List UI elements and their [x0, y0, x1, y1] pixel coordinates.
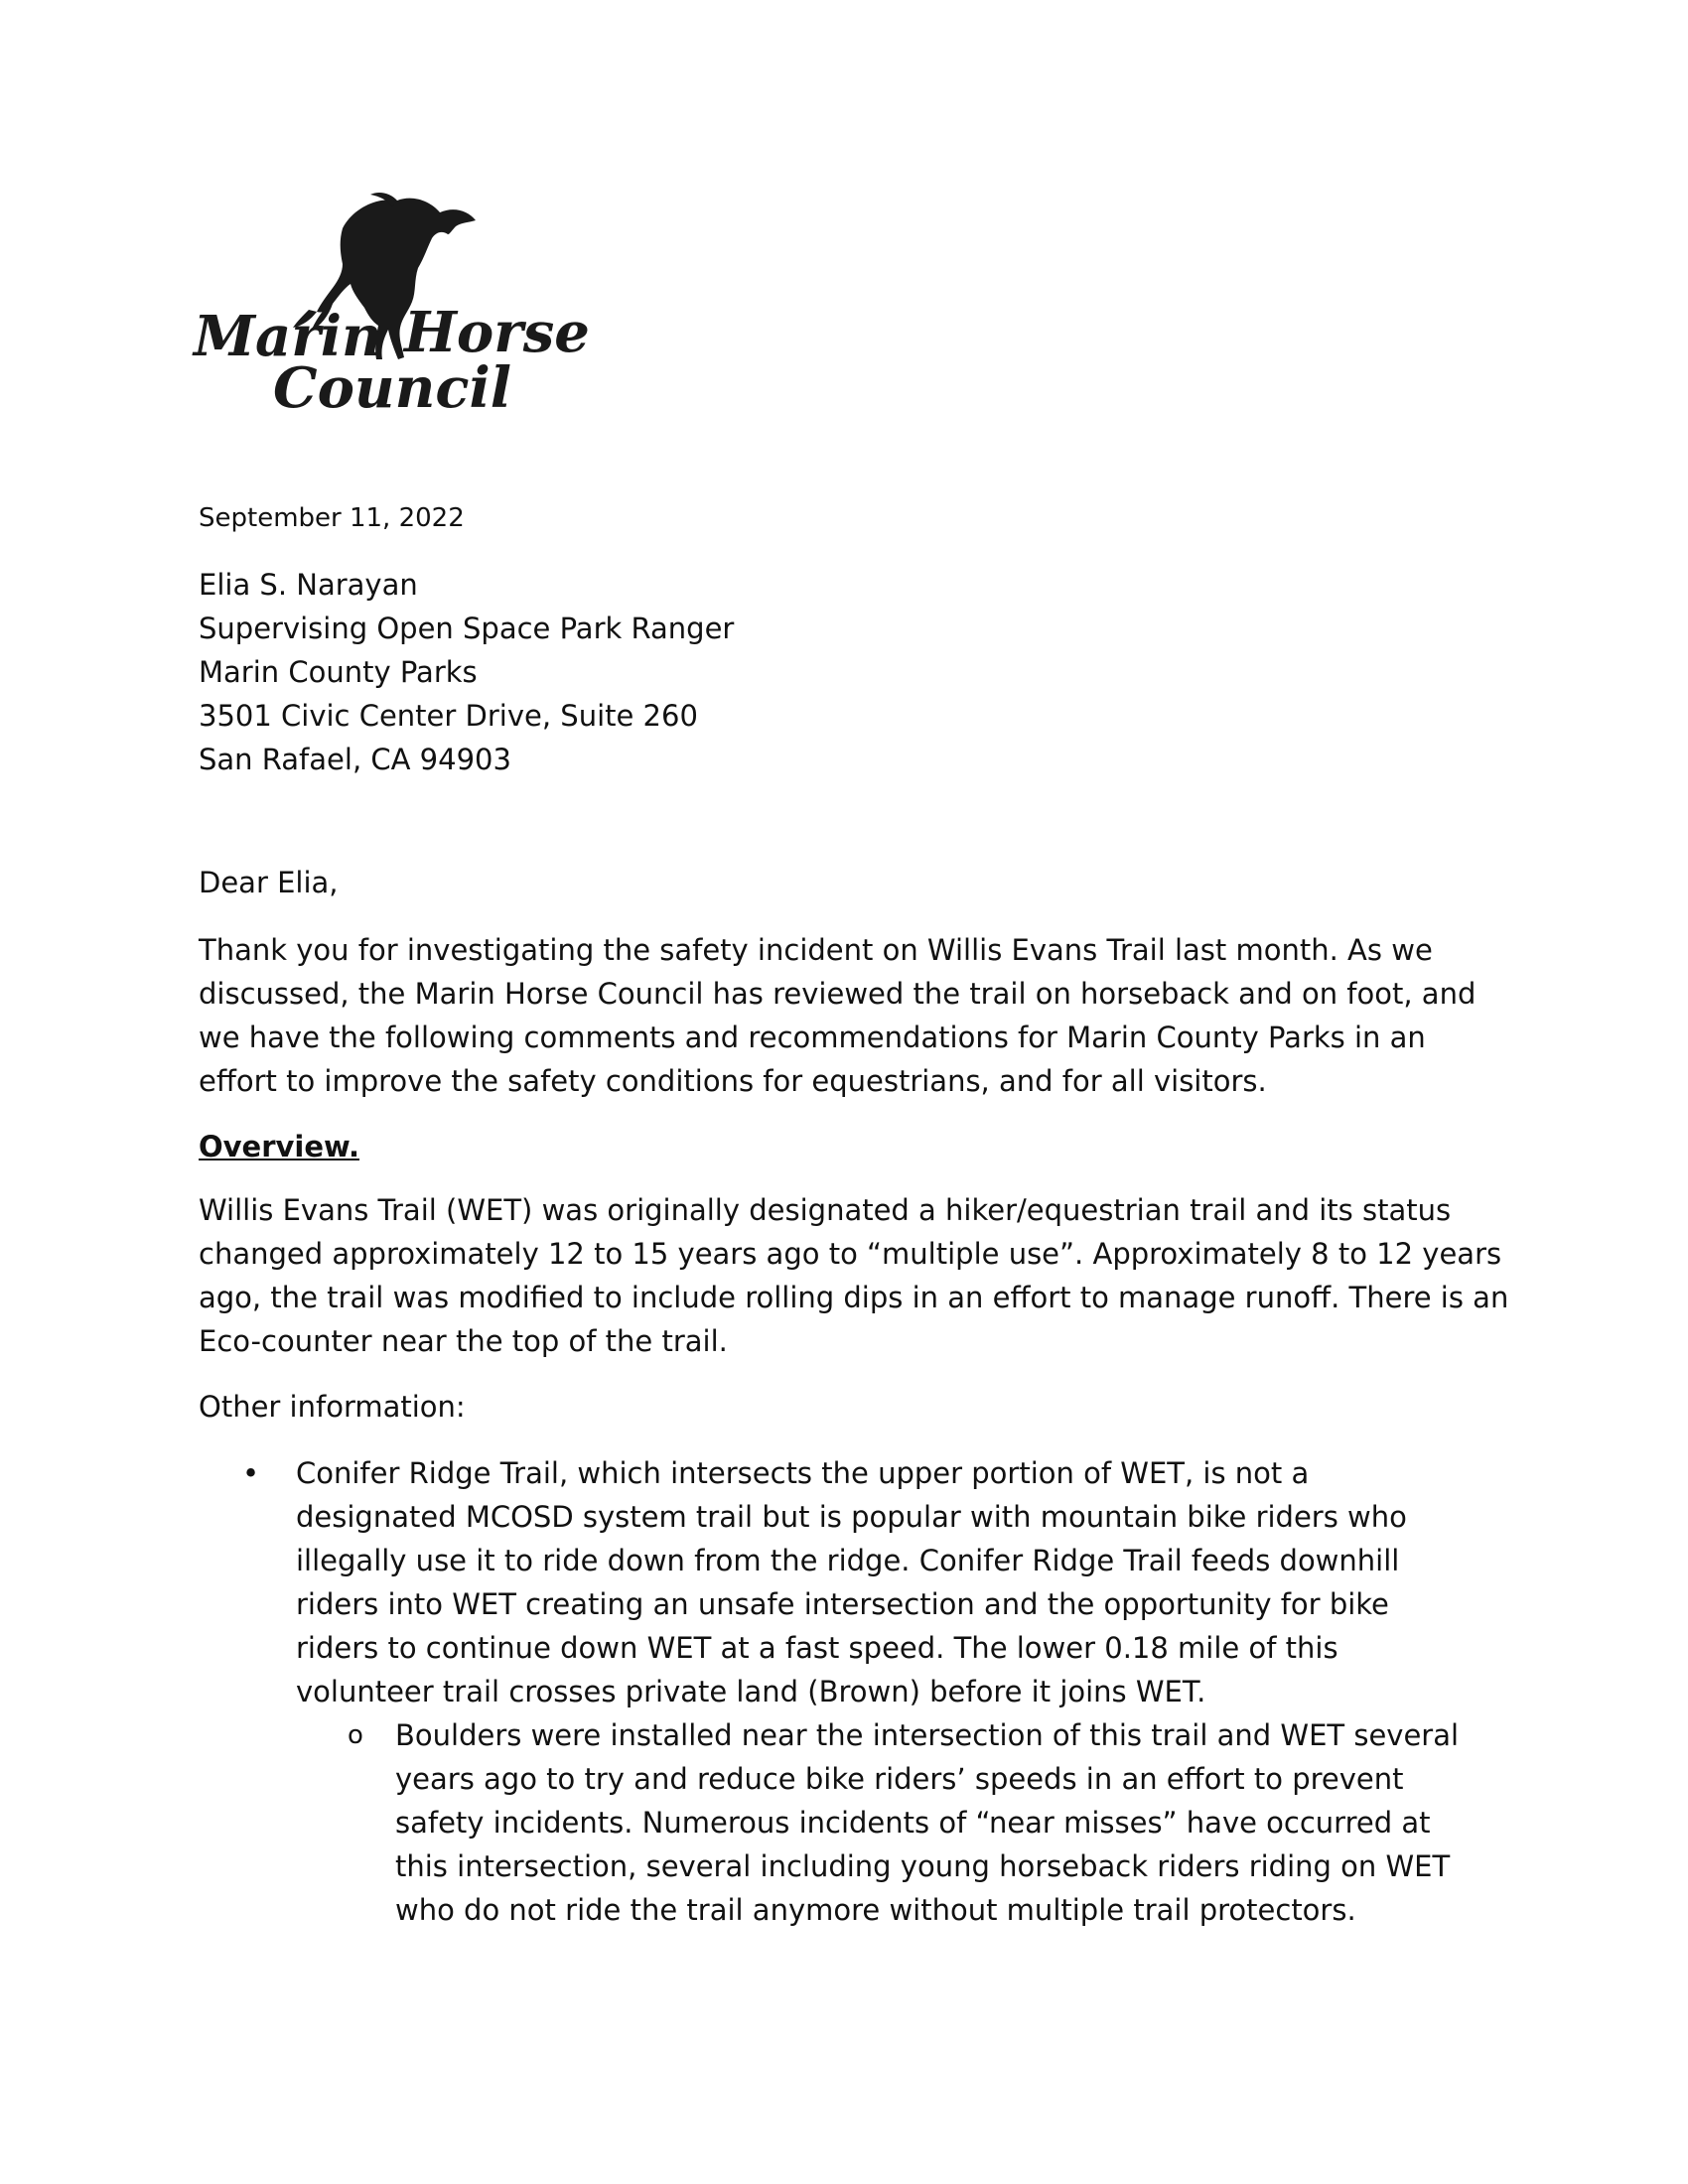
- logo-word-horse: Horse: [404, 300, 590, 365]
- recipient-title: Supervising Open Space Park Ranger: [199, 612, 735, 645]
- recipient-organization: Marin County Parks: [199, 655, 478, 689]
- overview-heading: Overview.: [199, 1130, 359, 1163]
- recipient-city: San Rafael, CA 94903: [199, 743, 511, 776]
- sub-bullet-icon: o: [348, 1720, 363, 1750]
- intro-paragraph: Thank you for investigating the safety incident on Willis Evans Trail last month. As we discussed, the Marin Horse Council has reviewed the trail on horseback and on foot, and we have the following comments and recommendations for Marin County Parks in an effort to improve the safety conditions for equestrians, and for all visitors.: [199, 933, 1477, 1098]
- bullet-icon: •: [242, 1456, 260, 1490]
- recipient-address: [199, 563, 734, 781]
- recipient-name: Elia S. Narayan: [199, 568, 418, 602]
- salutation: Dear Elia,: [199, 866, 339, 899]
- letter-date: September 11, 2022: [199, 503, 465, 533]
- bullet-conifer-ridge: Conifer Ridge Trail, which intersects the upper portion of WET, is not a designated MCOSD system trail but is popular with mountain bike riders who illegally use it to ride down from the ridge. Conifer Ridge Trail feeds downhill riders into WET creating an unsafe intersection and the opportunity for bike riders to continue down WET at a fast speed. The lower 0.18 mile of this volunteer trail crosses private land (Brown) before it joins WET.: [296, 1456, 1407, 1708]
- overview-paragraph: Willis Evans Trail (WET) was originally designated a hiker/equestrian trail and its status changed approximately 12 to 15 years ago to “multiple use”. Approximately 8 to 12 years ago, the trail was modified to include rolling dips in an effort to manage runoff. There is an Eco-counter near the top of the trail.: [199, 1193, 1509, 1358]
- logo-word-council: Council: [273, 355, 511, 421]
- rearing-horse-icon: [194, 189, 590, 427]
- sub-bullet-boulders: Boulders were installed near the intersection of this trail and WET several years ago to try and reduce bike riders’ speeds in an effort to prevent safety incidents. Numerous incidents of “near misses” have occurred at this intersection, several including young horseback riders riding on WET who do not ride the trail anymore without multiple trail protectors.: [395, 1718, 1460, 1927]
- other-info-label: Other information:: [199, 1390, 466, 1424]
- marin-horse-council-logo: [194, 189, 590, 427]
- logo-word-marin: Marin: [194, 304, 382, 369]
- recipient-street: 3501 Civic Center Drive, Suite 260: [199, 699, 698, 733]
